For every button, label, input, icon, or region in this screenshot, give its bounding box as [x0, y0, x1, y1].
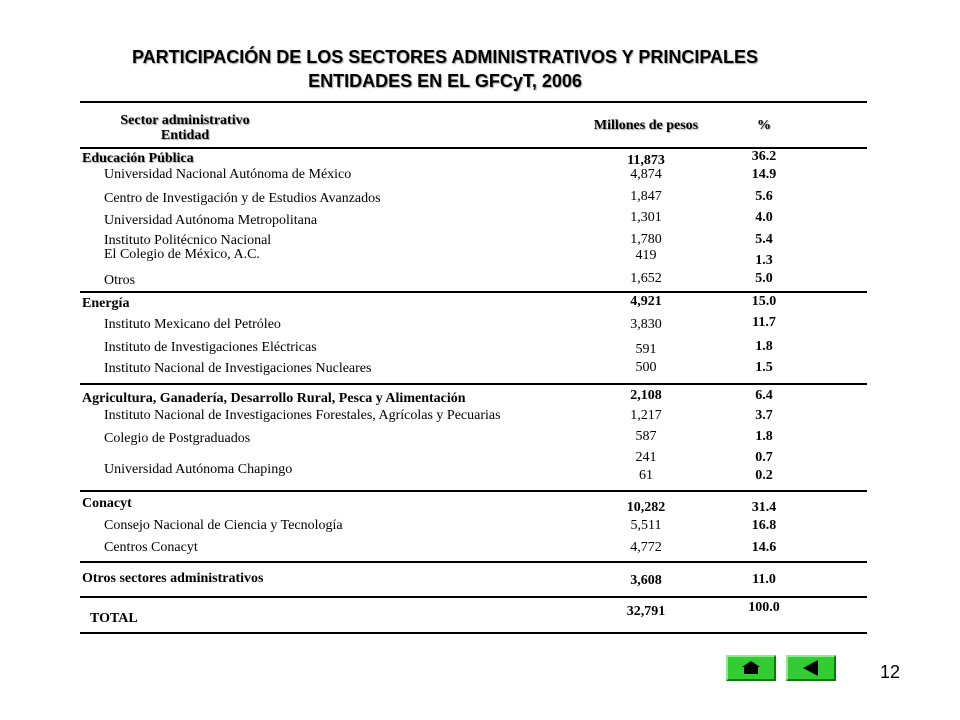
table-row-pct: 5.4 [755, 232, 773, 247]
page-number: 12 [880, 662, 901, 682]
table-row-value: 61 [639, 468, 653, 483]
table-row-value: 1,780 [630, 232, 662, 247]
table-row-value: 587 [635, 429, 657, 444]
section-rule [80, 561, 867, 563]
table-row-value: 5,511 [630, 518, 662, 533]
table-row-value: 1,847 [630, 189, 662, 204]
table-row-label: Universidad Nacional Autónoma de México [104, 167, 352, 182]
table-row-value: 1,217 [630, 408, 662, 423]
table-row-pct: 1.3 [755, 253, 773, 268]
total-value: 32,791 [626, 604, 666, 619]
header-entidad: Entidad [160, 128, 210, 143]
table-row-label: Otros [104, 273, 136, 288]
table-row-label: Instituto Nacional de Investigaciones Forestales, Agrícolas y Pecuarias [104, 408, 501, 423]
table-row-label: Universidad Autónoma Chapingo [104, 462, 293, 477]
section-rule [80, 596, 867, 598]
section-educacion-pct: 36.2 [751, 149, 777, 164]
table-row-value: 591 [635, 342, 657, 357]
section-otros-title: Otros sectores administrativos [82, 571, 264, 586]
table-row-pct: 11.7 [752, 315, 776, 330]
section-conacyt-pct: 31.4 [751, 500, 777, 515]
header-millones: Millones de pesos [593, 118, 699, 133]
table-row-label: El Colegio de México, A.C. [104, 247, 260, 262]
section-energia-pct: 15.0 [751, 294, 777, 309]
section-otros-value: 3,608 [630, 573, 662, 588]
table-row-label: Instituto Politécnico Nacional [104, 233, 272, 248]
table-row-pct: 0.2 [755, 468, 773, 483]
table-row-value: 1,652 [630, 271, 662, 286]
table-row-label: Instituto de Investigaciones Eléctricas [104, 340, 317, 355]
section-conacyt-title: Conacyt [82, 496, 132, 511]
triangle-left-icon [788, 657, 834, 679]
table-row-pct: 5.0 [755, 271, 773, 286]
table-row-pct: 3.7 [755, 408, 773, 423]
table-row-label: Centro de Investigación y de Estudios Avanzados [104, 191, 381, 206]
section-educacion-title: Educación Pública [82, 151, 194, 166]
page-title-line2: ENTIDADES EN EL GFCyT, 2006 [308, 71, 582, 91]
header-percent: % [757, 118, 771, 133]
back-button[interactable] [786, 655, 836, 681]
table-row-label: Instituto Mexicano del Petróleo [104, 317, 281, 332]
section-energia-value: 4,921 [630, 294, 662, 309]
table-row-label: Consejo Nacional de Ciencia y Tecnología [104, 518, 343, 533]
section-agricultura-pct: 6.4 [755, 388, 773, 403]
table-row-pct: 14.6 [751, 540, 777, 555]
table-row-value: 1,301 [630, 210, 662, 225]
section-rule [80, 490, 867, 492]
section-educacion-value: 11,873 [627, 153, 665, 168]
table-row-pct: 14.9 [751, 167, 777, 182]
section-rule [80, 291, 867, 293]
table-row-value: 419 [635, 248, 657, 263]
table-row-pct: 16.8 [751, 518, 777, 533]
table-row-pct: 5.6 [755, 189, 773, 204]
table-row-pct: 0.7 [755, 450, 773, 465]
table-row-pct: 4.0 [755, 210, 773, 225]
table-row-label: Centros Conacyt [104, 540, 198, 555]
home-button[interactable] [726, 655, 776, 681]
table-row-value: 241 [635, 450, 657, 465]
table-row-label: Universidad Autónoma Metropolitana [104, 213, 318, 228]
table-row-label: Colegio de Postgraduados [104, 431, 251, 446]
home-icon [728, 657, 774, 679]
table-top-rule [80, 101, 867, 103]
section-agricultura-title: Agricultura, Ganadería, Desarrollo Rural, Pesca y Alimentación [82, 391, 466, 406]
table-bottom-rule [80, 632, 867, 634]
total-label: TOTAL [90, 611, 138, 626]
section-rule [80, 383, 867, 385]
table-row-pct: 1.8 [755, 429, 773, 444]
section-otros-pct: 11.0 [752, 572, 776, 587]
section-conacyt-value: 10,282 [626, 500, 666, 515]
page-title-line1: PARTICIPACIÓN DE LOS SECTORES ADMINISTRATIVOS Y PRINCIPALES [131, 47, 759, 67]
total-pct: 100.0 [748, 600, 780, 615]
table-row-value: 3,830 [630, 317, 662, 332]
table-row-value: 500 [635, 360, 657, 375]
table-row-label: Instituto Nacional de Investigaciones Nucleares [104, 361, 372, 376]
section-agricultura-value: 2,108 [630, 388, 662, 403]
section-energia-title: Energía [82, 296, 130, 311]
table-row-value: 4,874 [630, 167, 662, 182]
table-row-value: 4,772 [630, 540, 662, 555]
table-row-pct: 1.5 [755, 360, 773, 375]
header-sector: Sector administrativo [120, 113, 250, 128]
table-row-pct: 1.8 [755, 339, 773, 354]
